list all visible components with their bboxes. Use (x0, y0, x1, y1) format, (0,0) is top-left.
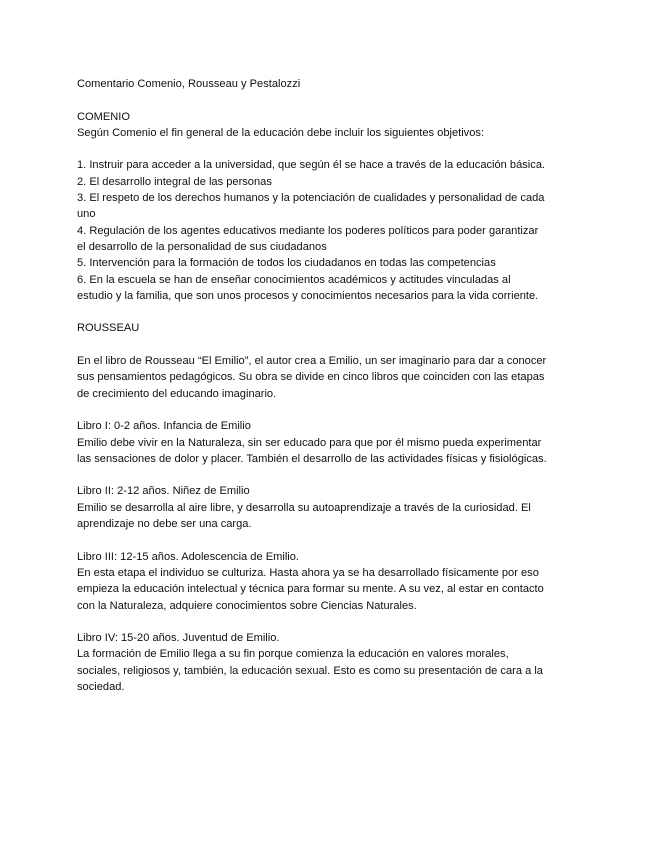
rousseau-intro-line: En el libro de Rousseau “El Emilio”, el autor crea a Emilio, un ser imaginario para dar a conocer (77, 355, 547, 368)
comenio-list-line: 3. El respeto de los derechos humanos y la potenciación de cualidades y personalidad de cada (77, 192, 545, 205)
libro-1-heading: Libro I: 0-2 años. Infancia de Emilio (77, 420, 251, 433)
libro-3-heading: Libro III: 12-15 años. Adolescencia de Emilio. (77, 550, 300, 563)
rousseau-heading: ROUSSEAU (77, 322, 140, 335)
spacer (77, 614, 577, 630)
spacer (77, 467, 577, 483)
libro-3-line: con la Naturaleza, adquiere conocimientos sobre Ciencias Naturales. (77, 599, 417, 612)
libro-4-line: sociales, religiosos y, también, la educación sexual. Esto es como su presentación de cara a la (77, 664, 543, 677)
spacer (77, 304, 577, 320)
libro-4-line: sociedad. (77, 680, 125, 693)
spacer (77, 337, 577, 353)
spacer (77, 141, 577, 157)
libro-4-heading: Libro IV: 15-20 años. Juventud de Emilio. (77, 632, 280, 645)
spacer (77, 532, 577, 548)
libro-2-line: aprendizaje no debe ser una carga. (77, 518, 252, 531)
comenio-list-line: 5. Intervención para la formación de todos los ciudadanos en todas las competencias (77, 257, 496, 270)
libro-1-line: las sensaciones de dolor y placer. También el desarrollo de las actividades físicas y fisiológicas. (77, 452, 547, 465)
libro-4-line: La formación de Emilio llega a su fin porque comienza la educación en valores morales, (77, 648, 509, 661)
libro-2-heading: Libro II: 2-12 años. Niñez de Emilio (77, 485, 250, 498)
rousseau-intro-line: de crecimiento del educando imaginario. (77, 387, 277, 400)
comenio-list-line: estudio y la familia, que son unos procesos y conocimientos necesarios para la vida corriente. (77, 289, 539, 302)
comenio-list-line: uno (77, 208, 96, 221)
spacer (77, 402, 577, 418)
document-body (77, 76, 577, 695)
libro-3-line: En esta etapa el individuo se culturiza. Hasta ahora ya se ha desarrollado físicamente por eso (77, 566, 539, 579)
comenio-intro: Según Comenio el fin general de la educación debe incluir los siguientes objetivos: (77, 126, 485, 139)
comenio-heading: COMENIO (77, 110, 131, 123)
libro-2-line: Emilio se desarrolla al aire libre, y desarrolla su autoaprendizaje a través de la curiosidad. El (77, 501, 531, 514)
spacer (77, 92, 577, 108)
comenio-list-line: 4. Regulación de los agentes educativos mediante los poderes políticos para poder garantizar (77, 224, 539, 237)
comenio-list-line: 6. En la escuela se han de enseñar conocimientos académicos y actitudes vinculadas al (77, 273, 511, 286)
document-title: Comentario Comenio, Rousseau y Pestalozzi (77, 78, 301, 90)
libro-1-line: Emilio debe vivir en la Naturaleza, sin ser educado para que por él mismo pueda experimentar (77, 436, 542, 449)
rousseau-intro-line: sus pensamientos pedagógicos. Su obra se divide en cinco libros que coinciden con las etapas (77, 371, 545, 384)
comenio-list-line: el desarrollo de la personalidad de sus ciudadanos (77, 240, 327, 253)
comenio-list-line: 2. El desarrollo integral de las personas (77, 175, 272, 188)
comenio-list-line: 1. Instruir para acceder a la universidad, que según él se hace a través de la educación básica. (77, 159, 546, 172)
libro-3-line: empieza la educación intelectual y técnica para formar su mente. A su vez, al estar en contacto (77, 583, 544, 596)
